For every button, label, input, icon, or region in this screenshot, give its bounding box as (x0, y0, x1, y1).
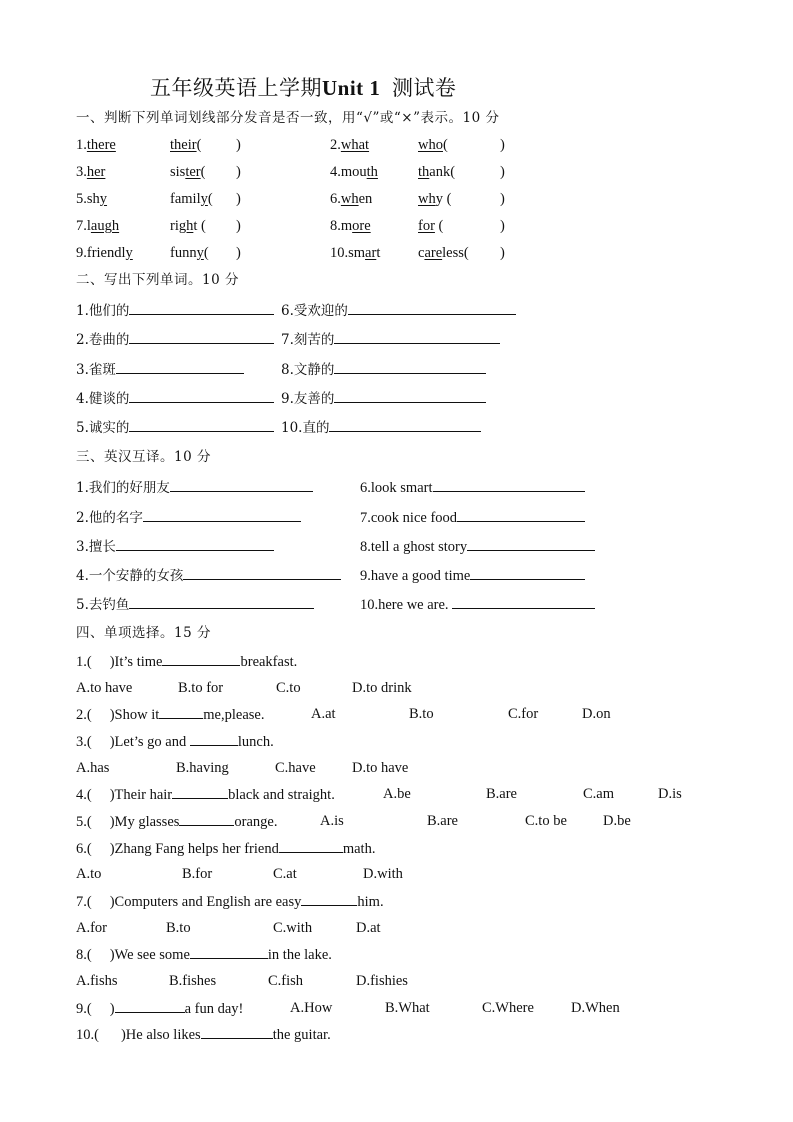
question-text: ) (109, 1001, 115, 1017)
translate-item (360, 480, 585, 496)
option-a: A.at (311, 706, 336, 722)
option-c: C.for (508, 706, 539, 722)
word-prompt: 3.雀斑 (76, 362, 116, 378)
underlined-part: are (424, 245, 443, 261)
answer-blank[interactable] (116, 539, 274, 551)
word-part: t (376, 245, 381, 261)
option-b: B.having (176, 760, 229, 776)
option-a: A.fishs (76, 973, 118, 989)
answer-blank[interactable] (348, 303, 516, 315)
answer-blank[interactable] (170, 480, 313, 492)
item-number: 5. (76, 191, 87, 207)
word-left (76, 192, 107, 207)
word-left (330, 138, 369, 153)
translate-item (360, 597, 595, 613)
answer-blank (179, 814, 234, 826)
word-prompt: 7.刻苦的 (281, 332, 335, 348)
word-prompt: 10.直的 (281, 420, 330, 436)
underlined-part: y (196, 245, 204, 261)
item-number: 2. (330, 137, 341, 153)
answer-bracket[interactable]: ) (236, 137, 241, 153)
answer-blank (190, 947, 268, 959)
question-text: )He also likes (120, 1027, 201, 1043)
word-item (281, 332, 500, 348)
translate-item (360, 510, 585, 526)
item-number: 7. (76, 218, 87, 234)
translate-prompt: 5.去钓鱼 (76, 597, 130, 613)
question-stem (76, 787, 335, 803)
word-compare (170, 219, 206, 234)
translate-item (76, 568, 341, 584)
word-part: l (86, 218, 91, 234)
title-test: 测试卷 (391, 76, 457, 100)
underlined-part: wh (418, 191, 436, 207)
underlined-part: y (200, 191, 208, 207)
word-prompt: 4.健谈的 (76, 391, 130, 407)
question-stem (76, 814, 277, 830)
page-title (150, 78, 456, 99)
word-part: en (358, 191, 373, 207)
answer-blank[interactable] (334, 391, 486, 403)
word-left (330, 246, 380, 261)
answer-blank[interactable] (129, 597, 314, 609)
word-part: mou (340, 164, 367, 180)
option-a: A.to (76, 866, 102, 882)
title-unit: Unit 1 (322, 76, 381, 100)
section-3-heading: 三、英汉互译。10 分 (76, 449, 211, 465)
word-part: sm (348, 245, 366, 261)
question-text: lunch. (237, 734, 274, 750)
word-prompt: 9.友善的 (281, 391, 335, 407)
underlined-part: their (170, 137, 197, 153)
word-item (76, 420, 274, 436)
option-d: D.at (356, 920, 381, 936)
word-part: ank( (429, 164, 456, 180)
translate-prompt: 10.here we are. (360, 597, 453, 613)
question-text: )It’s time (109, 654, 163, 670)
question-text: )Computers and English are easy (109, 894, 302, 910)
answer-blank (201, 1027, 273, 1039)
option-c: C.to be (525, 813, 567, 829)
question-text: math. (342, 841, 376, 857)
answer-blank[interactable] (334, 332, 500, 344)
section-4-heading: 四、单项选择。15 分 (76, 625, 211, 641)
underlined-part: th (418, 164, 430, 180)
question-stem (76, 1001, 243, 1017)
question-text: him. (357, 894, 384, 910)
word-compare (418, 165, 455, 180)
question-text: )My glasses (109, 814, 180, 830)
option-d: D.with (363, 866, 403, 882)
question-text: )Zhang Fang helps her friend (109, 841, 279, 857)
option-a: A.How (290, 1000, 333, 1016)
question-text: )Their hair (109, 787, 173, 803)
question-text: black and straight. (228, 787, 335, 803)
word-left (76, 246, 133, 261)
answer-blank[interactable] (183, 568, 341, 580)
word-item (281, 391, 486, 407)
option-b: B.fishes (169, 973, 217, 989)
answer-blank[interactable] (334, 362, 486, 374)
translate-prompt: 7.cook nice food (360, 510, 458, 526)
question-number: 10.( (76, 1027, 99, 1043)
option-d: D.be (603, 813, 631, 829)
option-d: D.to drink (352, 680, 412, 696)
answer-blank (162, 654, 240, 666)
question-text: )Let’s go and (109, 734, 190, 750)
translate-prompt: 3.擅长 (76, 539, 116, 555)
answer-blank (115, 1001, 185, 1013)
question-stem (76, 841, 375, 857)
word-part: funn (170, 245, 197, 261)
answer-blank[interactable] (329, 420, 481, 432)
item-number: 10. (330, 245, 349, 261)
underlined-part: th (366, 164, 378, 180)
translate-item (76, 480, 313, 496)
item-number: 1. (76, 137, 87, 153)
underlined-part: ter (185, 164, 201, 180)
answer-blank[interactable] (470, 568, 585, 580)
word-item (76, 391, 274, 407)
word-part: ( (196, 137, 202, 153)
option-b: B.are (427, 813, 458, 829)
underlined-part: for (418, 218, 435, 234)
question-number: 2.( (76, 707, 92, 723)
option-a: A.to have (76, 680, 133, 696)
answer-blank[interactable] (467, 539, 595, 551)
word-part: ( (200, 164, 206, 180)
word-part: sh (86, 191, 100, 207)
underlined-part: there (86, 137, 116, 153)
option-c: C.at (273, 866, 297, 882)
question-number: 8.( (76, 947, 92, 963)
word-compare (418, 219, 443, 234)
translate-item (76, 539, 274, 555)
answer-bracket[interactable]: ) (236, 164, 241, 180)
word-item (281, 420, 481, 436)
translate-prompt: 1.我们的好朋友 (76, 480, 170, 496)
option-c: C.with (273, 920, 313, 936)
answer-bracket[interactable]: ) (236, 191, 241, 207)
question-text: the guitar. (272, 1027, 331, 1043)
answer-blank (172, 787, 228, 799)
word-left (330, 165, 378, 180)
answer-blank (279, 841, 343, 853)
word-compare (418, 192, 451, 207)
word-part: m (340, 218, 353, 234)
word-compare (418, 246, 469, 261)
option-c: C.have (275, 760, 316, 776)
question-stem (76, 947, 332, 963)
underlined-part: wh (340, 191, 359, 207)
word-part: y ( (435, 191, 452, 207)
option-a: A.for (76, 920, 108, 936)
option-d: D.When (571, 1000, 620, 1016)
question-text: a fun day! (184, 1001, 244, 1017)
option-d: D.to have (352, 760, 409, 776)
translate-prompt: 8.tell a ghost story (360, 539, 468, 555)
option-a: A.is (320, 813, 344, 829)
item-number: 8. (330, 218, 341, 234)
word-part: ( (434, 218, 444, 234)
underlined-part: her (86, 164, 106, 180)
word-part: less( (442, 245, 469, 261)
option-a: A.be (383, 786, 411, 802)
question-stem (76, 734, 274, 750)
question-stem (76, 707, 264, 723)
option-c: C.am (583, 786, 615, 802)
word-compare (170, 138, 201, 153)
answer-blank (190, 734, 238, 746)
option-c: C.fish (268, 973, 304, 989)
answer-blank[interactable] (452, 597, 595, 609)
answer-blank[interactable] (116, 362, 244, 374)
word-item (281, 303, 516, 319)
question-stem (76, 894, 384, 910)
word-part: ( (203, 245, 209, 261)
option-c: C.Where (482, 1000, 534, 1016)
word-item (76, 332, 274, 348)
answer-blank[interactable] (129, 332, 274, 344)
item-number: 4. (330, 164, 341, 180)
underlined-part: who (418, 137, 443, 153)
word-compare (170, 246, 209, 261)
answer-bracket[interactable]: ) (500, 245, 505, 261)
answer-bracket[interactable]: ) (500, 137, 505, 153)
option-c: C.to (276, 680, 301, 696)
word-prompt: 6.受欢迎的 (281, 303, 348, 319)
word-part: famil (170, 191, 201, 207)
title-chinese: 五年级英语上学期 (150, 76, 322, 100)
question-number: 5.( (76, 814, 92, 830)
word-left (76, 165, 105, 180)
translate-item (360, 539, 595, 555)
question-stem (76, 654, 297, 670)
word-part: ( (442, 137, 448, 153)
underlined-part: gh (178, 218, 194, 234)
translate-prompt: 6.look smart (360, 480, 433, 496)
option-d: D.is (658, 786, 682, 802)
answer-blank (301, 894, 357, 906)
question-number: 6.( (76, 841, 92, 857)
item-number: 6. (330, 191, 341, 207)
question-number: 9.( (76, 1001, 92, 1017)
translate-item (360, 568, 585, 584)
answer-blank[interactable] (129, 391, 274, 403)
word-prompt: 2.卷曲的 (76, 332, 130, 348)
answer-bracket[interactable]: ) (500, 191, 505, 207)
word-left (76, 219, 119, 234)
option-b: B.to (166, 920, 191, 936)
question-stem (76, 1027, 331, 1043)
underlined-part: augh (90, 218, 120, 234)
word-part: t ( (193, 218, 206, 234)
word-left (330, 192, 372, 207)
option-d: D.fishies (356, 973, 408, 989)
translate-item (76, 510, 301, 526)
underlined-part: what (340, 137, 370, 153)
section-2-heading: 二、写出下列单词。10 分 (76, 272, 239, 288)
option-b: B.to for (178, 680, 224, 696)
underlined-part: ar (365, 245, 377, 261)
word-prompt: 8.文静的 (281, 362, 335, 378)
word-compare (418, 138, 448, 153)
question-text: me,please. (203, 707, 265, 723)
option-b: B.are (486, 786, 517, 802)
question-number: 4.( (76, 787, 92, 803)
option-a: A.has (76, 760, 110, 776)
answer-bracket[interactable]: ) (500, 218, 505, 234)
answer-bracket[interactable]: ) (236, 218, 241, 234)
word-left (330, 219, 371, 234)
question-number: 1.( (76, 654, 92, 670)
option-b: B.to (409, 706, 434, 722)
word-prompt: 1.他们的 (76, 303, 130, 319)
question-text: )Show it (109, 707, 160, 723)
word-item (76, 362, 244, 378)
underlined-part: y (125, 245, 133, 261)
option-b: B.What (385, 1000, 430, 1016)
item-number: 3. (76, 164, 87, 180)
underlined-part: ore (352, 218, 371, 234)
answer-bracket[interactable]: ) (500, 164, 505, 180)
question-text: breakfast. (240, 654, 298, 670)
word-left (76, 138, 116, 153)
answer-blank[interactable] (143, 510, 301, 522)
question-number: 7.( (76, 894, 92, 910)
word-part: ( (207, 191, 213, 207)
word-part: sis (170, 164, 186, 180)
word-part: ri (170, 218, 179, 234)
word-item (281, 362, 486, 378)
question-text: in the lake. (267, 947, 332, 963)
word-item (76, 303, 274, 319)
question-number: 3.( (76, 734, 92, 750)
answer-blank[interactable] (129, 303, 274, 315)
option-d: D.on (582, 706, 611, 722)
question-text: orange. (234, 814, 278, 830)
word-compare (170, 192, 213, 207)
answer-blank[interactable] (129, 420, 274, 432)
word-part: friendl (86, 245, 126, 261)
translate-prompt: 4.一个安静的女孩 (76, 568, 184, 584)
item-number: 9. (76, 245, 87, 261)
underlined-part: y (99, 191, 108, 207)
answer-blank (159, 707, 203, 719)
translate-prompt: 2.他的名字 (76, 510, 143, 526)
word-compare (170, 165, 205, 180)
word-prompt: 5.诚实的 (76, 420, 130, 436)
answer-blank[interactable] (457, 510, 585, 522)
translate-prompt: 9.have a good time (360, 568, 471, 584)
answer-bracket[interactable]: ) (236, 245, 241, 261)
answer-blank[interactable] (433, 480, 585, 492)
question-text: )We see some (109, 947, 190, 963)
word-part: c (418, 245, 425, 261)
translate-item (76, 597, 314, 613)
option-b: B.for (182, 866, 213, 882)
section-1-heading: 一、判断下列单词划线部分发音是否一致，用“√”或“×”表示。10 分 (76, 110, 500, 126)
